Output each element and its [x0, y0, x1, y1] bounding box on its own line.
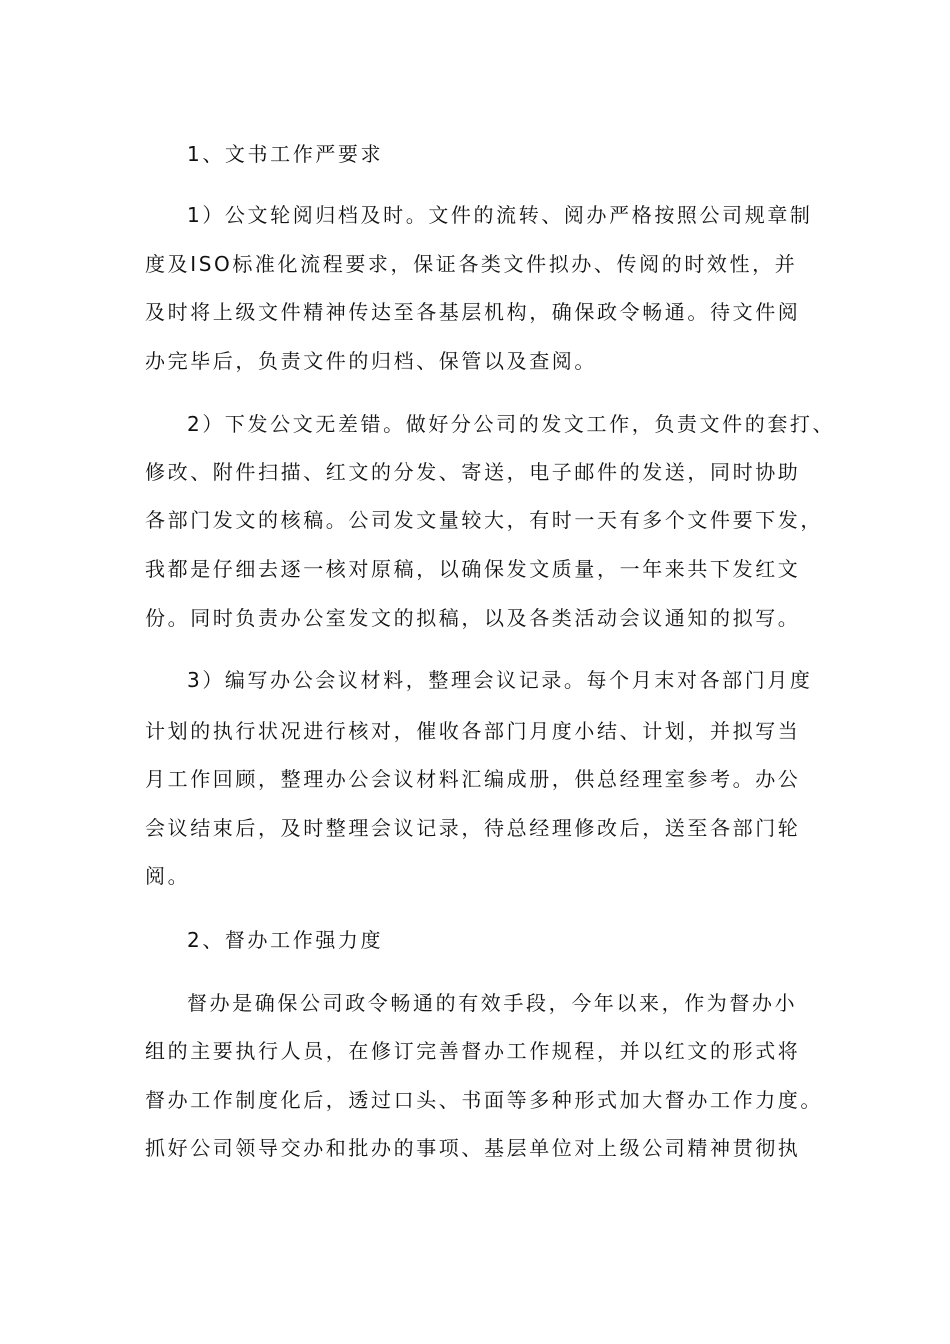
paragraph-line: 2）下发公文无差错。做好分公司的发文工作，负责文件的套打、 — [187, 412, 836, 436]
paragraph-line: 抓好公司领导交办和批办的事项、基层单位对上级公司精神贯彻执 — [145, 1136, 801, 1160]
paragraph-line: 及时将上级文件精神传达至各基层机构，确保政令畅通。待文件阅 — [145, 300, 801, 324]
paragraph-line: 阅。 — [145, 864, 191, 888]
paragraph-line: 3）编写办公会议材料，整理会议记录。每个月末对各部门月度 — [187, 668, 813, 692]
paragraph-line: 度及ISO标准化流程要求，保证各类文件拟办、传阅的时效性，并 — [145, 252, 798, 276]
paragraph-line: 督办工作制度化后，透过口头、书面等多种形式加大督办工作力度。 — [145, 1088, 823, 1112]
paragraph-line: 份。同时负责办公室发文的拟稿，以及各类活动会议通知的拟写。 — [145, 606, 801, 630]
paragraph-line: 计划的执行状况进行核对，催收各部门月度小结、计划，并拟写当 — [145, 719, 801, 743]
paragraph-line: 组的主要执行人员，在修订完善督办工作规程，并以红文的形式将 — [145, 1039, 801, 1063]
paragraph-line: 我都是仔细去逐一核对原稿，以确保发文质量，一年来共下发红文 — [145, 557, 801, 581]
section-heading-2: 2、督办工作强力度 — [187, 928, 384, 952]
paragraph-line: 1）公文轮阅归档及时。文件的流转、阅办严格按照公司规章制 — [187, 203, 813, 227]
paragraph-line: 会议结束后，及时整理会议记录，待总经理修改后，送至各部门轮 — [145, 816, 801, 840]
paragraph-line: 督办是确保公司政令畅通的有效手段，今年以来，作为督办小 — [187, 991, 798, 1015]
paragraph-line: 修改、附件扫描、红文的分发、寄送，电子邮件的发送，同时协助 — [145, 460, 801, 484]
paragraph-line: 各部门发文的核稿。公司发文量较大，有时一天有多个文件要下发， — [145, 508, 823, 532]
paragraph-line: 办完毕后，负责文件的归档、保管以及查阅。 — [145, 349, 597, 373]
paragraph-line: 月工作回顾，整理办公会议材料汇编成册，供总经理室参考。办公 — [145, 767, 801, 791]
section-heading-1: 1、文书工作严要求 — [187, 142, 384, 166]
